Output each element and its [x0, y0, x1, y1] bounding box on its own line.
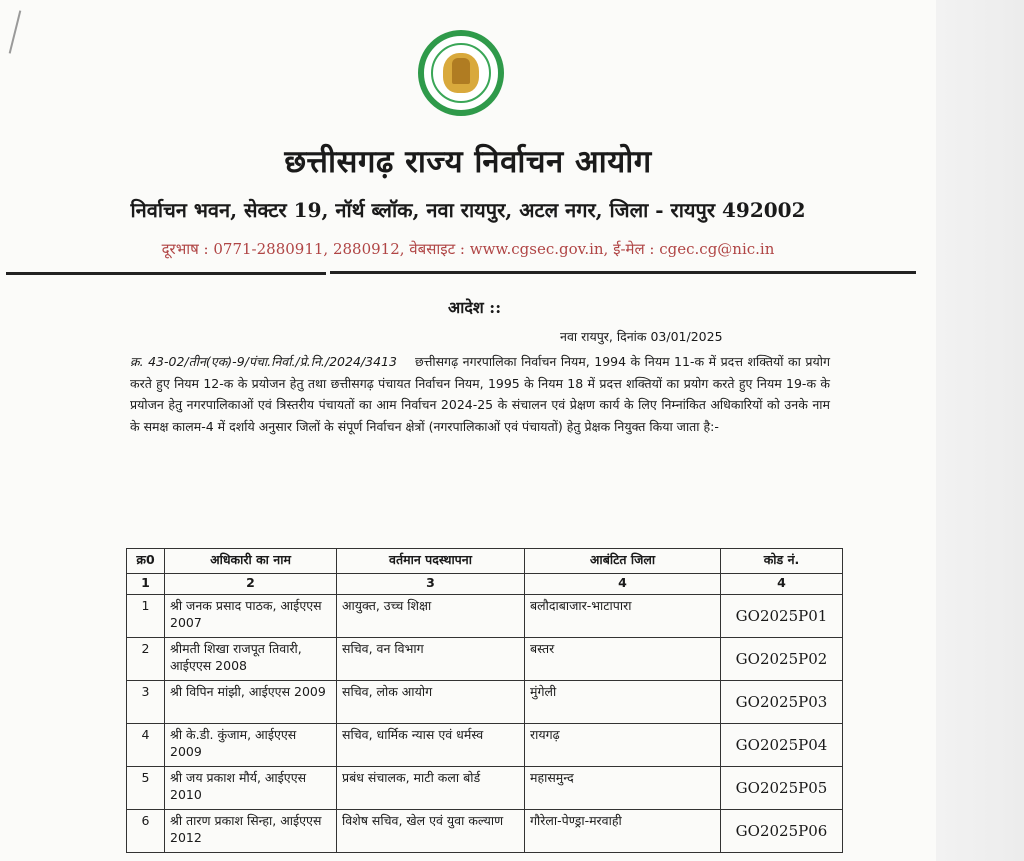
row-officer-name: श्री जनक प्रसाद पाठक, आईएएस 2007: [165, 595, 337, 638]
observer-table: [126, 548, 843, 853]
col-number: 4: [525, 574, 721, 595]
row-serial: 5: [127, 767, 165, 810]
row-serial: 3: [127, 681, 165, 724]
table-row: [127, 595, 843, 638]
state-emblem-icon: [418, 30, 504, 116]
row-serial: 2: [127, 638, 165, 681]
row-posting: सचिव, धार्मिक न्यास एवं धर्मस्व: [337, 724, 525, 767]
row-officer-name: श्रीमती शिखा राजपूत तिवारी, आईएएस 2008: [165, 638, 337, 681]
row-code: GO2025P03: [721, 681, 843, 724]
header-rule-right: [330, 271, 916, 274]
org-contact: दूरभाष : 0771-2880911, 2880912, वेबसाइट : www.cgsec.gov.in, ई-मेल : cgec.cg@nic.in: [161, 240, 775, 258]
page-edge-shadow: [936, 0, 1024, 861]
order-body-text: छत्तीसगढ़ नगरपालिका निर्वाचन नियम, 1994 के नियम 11-क में प्रदत्त शक्तियों का प्रयोग करते हुए नियम 12-क के प्रयोजन हेतु तथा छत्तीसगढ़ पंचायत निर्वाचन नियम, 1995 के नियम 18 में प्रदत्त शक्तियों का प्रयोग करते हुए नियम 19-क के प्रयोजन हेतु नगरपालिकाओं एवं त्रिस्तरीय पंचायतों का आम निर्वाचन 2024-25 के संचालन एवं प्रेक्षण कार्य के लिए निम्नांकित अधिकारियों को उनके नाम के समक्ष कालम-4 में दर्शाये अनुसार जिलों के संपूर्ण निर्वाचन क्षेत्रों (नगरपालिकाओं एवं पंचायतों) हेतु प्रेक्षक नियुक्त किया जाता है:-: [130, 354, 830, 434]
pen-mark: [9, 10, 22, 53]
table-row: [127, 810, 843, 853]
header-allotted-district: आबंटित जिला: [525, 549, 721, 574]
table-row: [127, 767, 843, 810]
column-number-row: [127, 574, 843, 595]
col-number: 4: [721, 574, 843, 595]
row-officer-name: श्री तारण प्रकाश सिन्हा, आईएएस 2012: [165, 810, 337, 853]
header-code: कोड नं.: [721, 549, 843, 574]
row-posting: सचिव, वन विभाग: [337, 638, 525, 681]
row-code: GO2025P05: [721, 767, 843, 810]
row-posting: विशेष सचिव, खेल एवं युवा कल्याण: [337, 810, 525, 853]
header-current-posting: वर्तमान पदस्थापना: [337, 549, 525, 574]
row-district: रायगढ़: [525, 724, 721, 767]
row-district: मुंगेली: [525, 681, 721, 724]
row-posting: आयुक्त, उच्च शिक्षा: [337, 595, 525, 638]
order-ref-number: क्र. 43-02/तीन(एक)-9/पंचा.निर्वा./प्रे.नि./2024/3413: [130, 354, 397, 369]
row-district: बलौदाबाजार-भाटापारा: [525, 595, 721, 638]
row-posting: प्रबंध संचालक, माटी कला बोर्ड: [337, 767, 525, 810]
row-serial: 4: [127, 724, 165, 767]
header-rule-left: [6, 272, 326, 275]
org-title: छत्तीसगढ़ राज्य निर्वाचन आयोग: [284, 144, 652, 180]
row-officer-name: श्री जय प्रकाश मौर्य, आईएएस 2010: [165, 767, 337, 810]
row-serial: 6: [127, 810, 165, 853]
table-row: [127, 681, 843, 724]
row-district: महासमुन्द: [525, 767, 721, 810]
col-number: 3: [337, 574, 525, 595]
col-number: 1: [127, 574, 165, 595]
order-heading: आदेश ::: [448, 298, 502, 317]
order-date: नवा रायपुर, दिनांक 03/01/2025: [560, 329, 723, 344]
col-number: 2: [165, 574, 337, 595]
table-row: [127, 724, 843, 767]
row-serial: 1: [127, 595, 165, 638]
order-body-paragraph: [130, 351, 830, 437]
row-officer-name: श्री के.डी. कुंजाम, आईएएस 2009: [165, 724, 337, 767]
org-address: निर्वाचन भवन, सेक्टर 19, नॉर्थ ब्लॉक, नवा रायपुर, अटल नगर, जिला - रायपुर 492002: [130, 198, 806, 222]
row-district: बस्तर: [525, 638, 721, 681]
row-code: GO2025P01: [721, 595, 843, 638]
row-code: GO2025P04: [721, 724, 843, 767]
header-serial: क्र0: [127, 549, 165, 574]
table-header-row: [127, 549, 843, 574]
table-row: [127, 638, 843, 681]
row-code: GO2025P06: [721, 810, 843, 853]
emblem-lion-capital: [452, 58, 470, 84]
row-district: गौरेला-पेण्ड्रा-मरवाही: [525, 810, 721, 853]
row-code: GO2025P02: [721, 638, 843, 681]
row-officer-name: श्री विपिन मांझी, आईएएस 2009: [165, 681, 337, 724]
row-posting: सचिव, लोक आयोग: [337, 681, 525, 724]
header-officer-name: अधिकारी का नाम: [165, 549, 337, 574]
